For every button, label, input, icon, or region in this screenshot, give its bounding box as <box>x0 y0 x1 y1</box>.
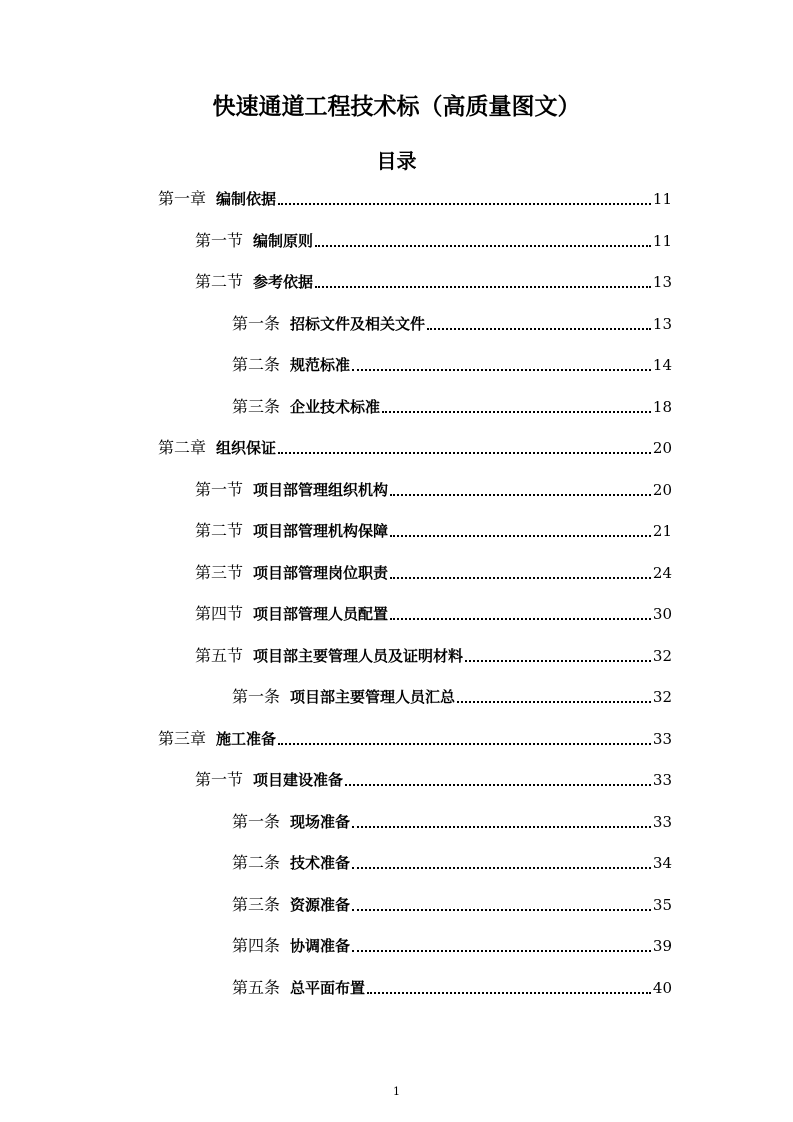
toc-entry-page: 33 <box>652 813 672 831</box>
toc-entry[interactable] <box>232 809 672 833</box>
toc-entry-page: 21 <box>652 522 672 540</box>
toc-entry-title: 组织保证 <box>216 439 277 457</box>
dot-leader <box>427 328 651 330</box>
toc-entry-page: 13 <box>652 315 672 333</box>
dot-leader <box>390 618 651 620</box>
toc-entry[interactable] <box>232 892 672 916</box>
toc-entry-label: 第三章 <box>158 729 207 748</box>
toc-entry-title: 资源准备 <box>290 896 351 914</box>
toc-entry-label: 第一节 <box>195 770 244 789</box>
toc-entry-page: 20 <box>652 481 672 499</box>
toc-entry-label: 第三节 <box>195 563 244 582</box>
toc-entry[interactable] <box>195 228 672 252</box>
toc-entry-title: 参考依据 <box>253 273 314 291</box>
toc-entry-title: 项目部主要管理人员汇总 <box>290 688 456 706</box>
toc-entry[interactable] <box>158 726 672 750</box>
page-number: 1 <box>393 1085 400 1098</box>
toc-entry[interactable] <box>158 435 672 459</box>
toc-entry[interactable] <box>195 601 672 625</box>
dot-leader <box>278 452 651 454</box>
toc-entry-title: 技术准备 <box>290 854 351 872</box>
dot-leader <box>390 535 651 537</box>
toc-entry[interactable] <box>232 352 672 376</box>
toc-entry-page: 20 <box>652 439 672 457</box>
toc-entry-page: 34 <box>652 854 672 872</box>
toc-entry[interactable] <box>232 850 672 874</box>
toc-entry-title: 协调准备 <box>290 937 351 955</box>
toc-entry[interactable] <box>195 767 672 791</box>
toc-entry-title: 项目部管理机构保障 <box>253 522 389 540</box>
toc-entry[interactable] <box>232 933 672 957</box>
document-title: 快速通道工程技术标（高质量图文） <box>212 94 581 120</box>
dot-leader <box>465 660 651 662</box>
dot-leader <box>390 494 651 496</box>
dot-leader <box>352 369 651 371</box>
toc-heading: 目录 <box>376 149 417 173</box>
toc-entry-label: 第一条 <box>232 687 281 706</box>
toc-entry-label: 第一条 <box>232 812 281 831</box>
toc-entry-label: 第四条 <box>232 936 281 955</box>
toc-entry-title: 项目部管理岗位职责 <box>253 564 389 582</box>
dot-leader <box>367 992 651 994</box>
toc-entry-label: 第一条 <box>232 314 281 333</box>
dot-leader <box>278 203 651 205</box>
dot-leader <box>352 867 651 869</box>
dot-leader <box>352 909 651 911</box>
toc-entry-title: 施工准备 <box>216 730 277 748</box>
toc-entry-title: 项目部主要管理人员及证明材料 <box>253 647 464 665</box>
toc-entry-label: 第五条 <box>232 978 281 997</box>
toc-entry-page: 24 <box>652 564 672 582</box>
toc-entry-label: 第二条 <box>232 355 281 374</box>
toc-entry-label: 第二节 <box>195 272 244 291</box>
toc-entry-page: 35 <box>652 896 672 914</box>
toc-entry-label: 第二条 <box>232 853 281 872</box>
toc-entry-title: 规范标准 <box>290 356 351 374</box>
toc-entry-title: 项目建设准备 <box>253 771 344 789</box>
toc-entry-page: 11 <box>652 232 672 250</box>
dot-leader <box>352 950 651 952</box>
toc-entry-page: 18 <box>652 398 672 416</box>
dot-leader <box>315 245 651 247</box>
toc-entry[interactable] <box>232 311 672 335</box>
toc-entry-page: 11 <box>652 190 672 208</box>
toc-entry-page: 39 <box>652 937 672 955</box>
toc-entry-title: 编制依据 <box>216 190 277 208</box>
dot-leader <box>345 784 651 786</box>
toc-entry-label: 第五节 <box>195 646 244 665</box>
toc-entry[interactable] <box>195 518 672 542</box>
toc-entry-page: 33 <box>652 771 672 789</box>
dot-leader <box>382 411 651 413</box>
toc-entry-title: 项目部管理人员配置 <box>253 605 389 623</box>
toc-entry-page: 32 <box>652 688 672 706</box>
dot-leader <box>352 826 651 828</box>
toc-entry-title: 企业技术标准 <box>290 398 381 416</box>
toc-entry[interactable] <box>158 186 672 210</box>
toc-entry-label: 第二章 <box>158 438 207 457</box>
toc-entry-label: 第三条 <box>232 397 281 416</box>
toc-entry-title: 项目部管理组织机构 <box>253 481 389 499</box>
toc-entry[interactable] <box>232 394 672 418</box>
toc-entry-title: 总平面布置 <box>290 979 366 997</box>
toc-entry[interactable] <box>195 643 672 667</box>
toc-entry-page: 33 <box>652 730 672 748</box>
toc-entry[interactable] <box>195 477 672 501</box>
toc-entry-page: 40 <box>652 979 672 997</box>
toc-entry-label: 第二节 <box>195 521 244 540</box>
toc-entry-title: 招标文件及相关文件 <box>290 315 426 333</box>
dot-leader <box>390 577 651 579</box>
toc-entry-label: 第四节 <box>195 604 244 623</box>
toc-entry-page: 30 <box>652 605 672 623</box>
toc-entry-page: 32 <box>652 647 672 665</box>
toc-entry-title: 编制原则 <box>253 232 314 250</box>
dot-leader <box>278 743 651 745</box>
toc-entry[interactable] <box>195 269 672 293</box>
toc-entry-page: 13 <box>652 273 672 291</box>
dot-leader <box>457 701 651 703</box>
toc-entry[interactable] <box>195 560 672 584</box>
dot-leader <box>315 286 651 288</box>
toc-entry-title: 现场准备 <box>290 813 351 831</box>
toc-entry[interactable] <box>232 975 672 999</box>
toc-entry-label: 第一节 <box>195 231 244 250</box>
toc-entry[interactable] <box>232 684 672 708</box>
toc-entry-page: 14 <box>652 356 672 374</box>
toc-entry-label: 第一节 <box>195 480 244 499</box>
toc-entry-label: 第三条 <box>232 895 281 914</box>
toc-entry-label: 第一章 <box>158 189 207 208</box>
